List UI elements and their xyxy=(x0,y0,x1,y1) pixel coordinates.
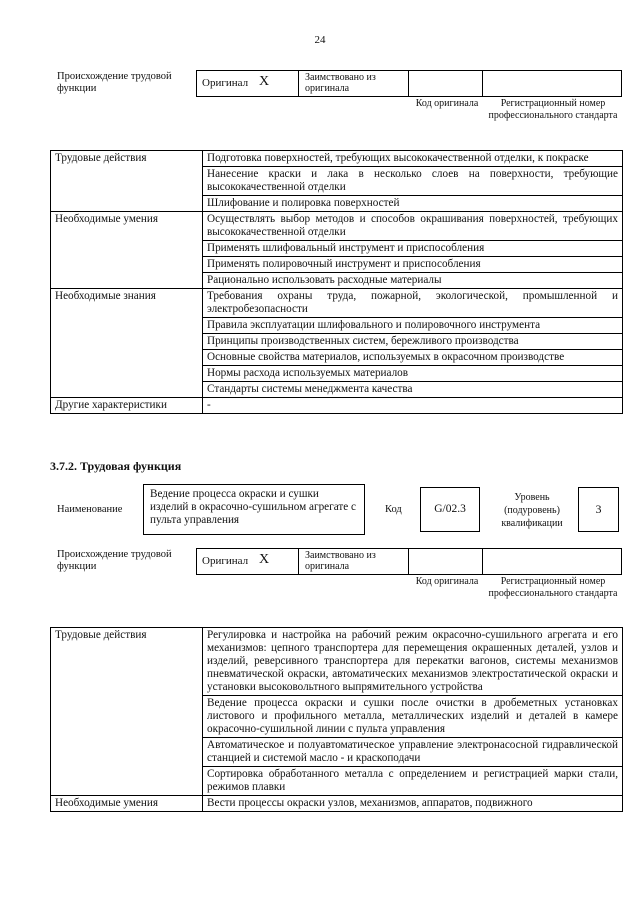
reg-number-label: Регистрационный номер профессионального стандарта xyxy=(488,576,618,599)
category-cell: Трудовые действия xyxy=(51,628,203,796)
page-number: 24 xyxy=(314,34,326,46)
borrowed-label: Заимствовано из оригинала xyxy=(305,72,376,94)
table-cell: Принципы производственных систем, бережливого производства xyxy=(203,334,623,350)
table-row xyxy=(51,398,623,414)
code-original-cell xyxy=(409,549,483,574)
original-label: Оригинал xyxy=(202,555,249,567)
table-cell: Ведение процесса окраски и сушки после очистки в дробеметных установках листового и профильного металла, металлических изделий и деталей в камере окрасочно-сушильной линии с пульта управления xyxy=(203,696,623,738)
name-label: Наименование xyxy=(57,504,123,515)
code-original-label: Код оригинала xyxy=(415,576,479,587)
category-cell: Трудовые действия xyxy=(51,151,203,212)
code-original-cell xyxy=(409,71,483,96)
table-row xyxy=(51,151,623,167)
category-cell: Другие характеристики xyxy=(51,398,203,414)
table-cell: Автоматическое и полуавтоматическое управление электронасосной гидравлической станцией и системой масло - и краскоподачи xyxy=(203,738,623,767)
category-cell: Необходимые умения xyxy=(51,796,203,812)
reg-number-cell xyxy=(483,549,621,574)
table-cell: Нормы расхода используемых материалов xyxy=(203,366,623,382)
table-cell: Требования охраны труда, пожарной, экологической, промышленной и электробезопасности xyxy=(203,289,623,318)
table-cell: Применять полировочный инструмент и приспособления xyxy=(203,257,623,273)
original-cell xyxy=(197,71,299,96)
table-cell: Вести процессы окраски узлов, механизмов, аппаратов, подвижного xyxy=(203,796,623,812)
original-mark: X xyxy=(259,74,270,89)
reg-number-cell xyxy=(483,71,621,96)
table-cell: Нанесение краски и лака в несколько слоев на поверхности, требующие высококачественной отделки xyxy=(203,167,623,196)
category-cell: Необходимые умения xyxy=(51,212,203,289)
original-mark: X xyxy=(259,552,270,567)
table-cell: Сортировка обработанного металла с определением и регистрацией марки стали, режимов плавки xyxy=(203,767,623,796)
table-row xyxy=(51,212,623,241)
origin-box xyxy=(196,70,622,97)
borrowed-cell xyxy=(299,71,409,96)
origin-box xyxy=(196,548,622,575)
table-cell: Стандарты системы менеджмента качества xyxy=(203,382,623,398)
table-cell: Основные свойства материалов, используемых в окрасочном производстве xyxy=(203,350,623,366)
table-cell: Регулировка и настройка на рабочий режим окрасочно-сушильного агрегата и его механизмов: цепного транспортера для перемещения окрашенных деталей, узлов и изделий, реверсивного транспортера для перекатки вагонов, системы механизмов пневматической окраски, автоматических механизмов электростатической окраски и установки высоковольтного выпрямительного устройства xyxy=(203,628,623,696)
table-cell: Шлифование и полировка поверхностей xyxy=(203,196,623,212)
level-value: 3 xyxy=(578,487,619,532)
function-code: G/02.3 xyxy=(420,487,480,532)
labor-function-table-2 xyxy=(50,627,623,812)
table-cell: Осуществлять выбор методов и способов окрашивания поверхностей, требующих высококачественной отделки xyxy=(203,212,623,241)
origin-label: Происхождение трудовой функции xyxy=(57,71,172,94)
table-cell: - xyxy=(203,398,623,414)
original-cell xyxy=(197,549,299,574)
level-label: Уровень (подуровень) квалификации xyxy=(501,492,563,529)
original-label: Оригинал xyxy=(202,77,249,89)
code-label: Код xyxy=(385,504,402,515)
labor-function-table-1 xyxy=(50,150,623,414)
function-name: Ведение процесса окраски и сушки изделий в окрасочно-сушильном агрегате с пульта управления xyxy=(143,484,365,535)
table-cell: Подготовка поверхностей, требующих высококачественной отделки, к покраске xyxy=(203,151,623,167)
section-title: 3.7.2. Трудовая функция xyxy=(50,459,182,473)
origin-label: Происхождение трудовой функции xyxy=(57,549,172,572)
category-cell: Необходимые знания xyxy=(51,289,203,398)
table-row xyxy=(51,289,623,318)
table-cell: Рационально использовать расходные материалы xyxy=(203,273,623,289)
table-row xyxy=(51,796,623,812)
table-cell: Правила эксплуатации шлифовального и полировочного инструмента xyxy=(203,318,623,334)
reg-number-label: Регистрационный номер профессионального стандарта xyxy=(488,98,618,121)
code-original-label: Код оригинала xyxy=(415,98,479,109)
borrowed-cell xyxy=(299,549,409,574)
table-cell: Применять шлифовальный инструмент и приспособления xyxy=(203,241,623,257)
borrowed-label: Заимствовано из оригинала xyxy=(305,550,376,572)
table-row xyxy=(51,628,623,696)
